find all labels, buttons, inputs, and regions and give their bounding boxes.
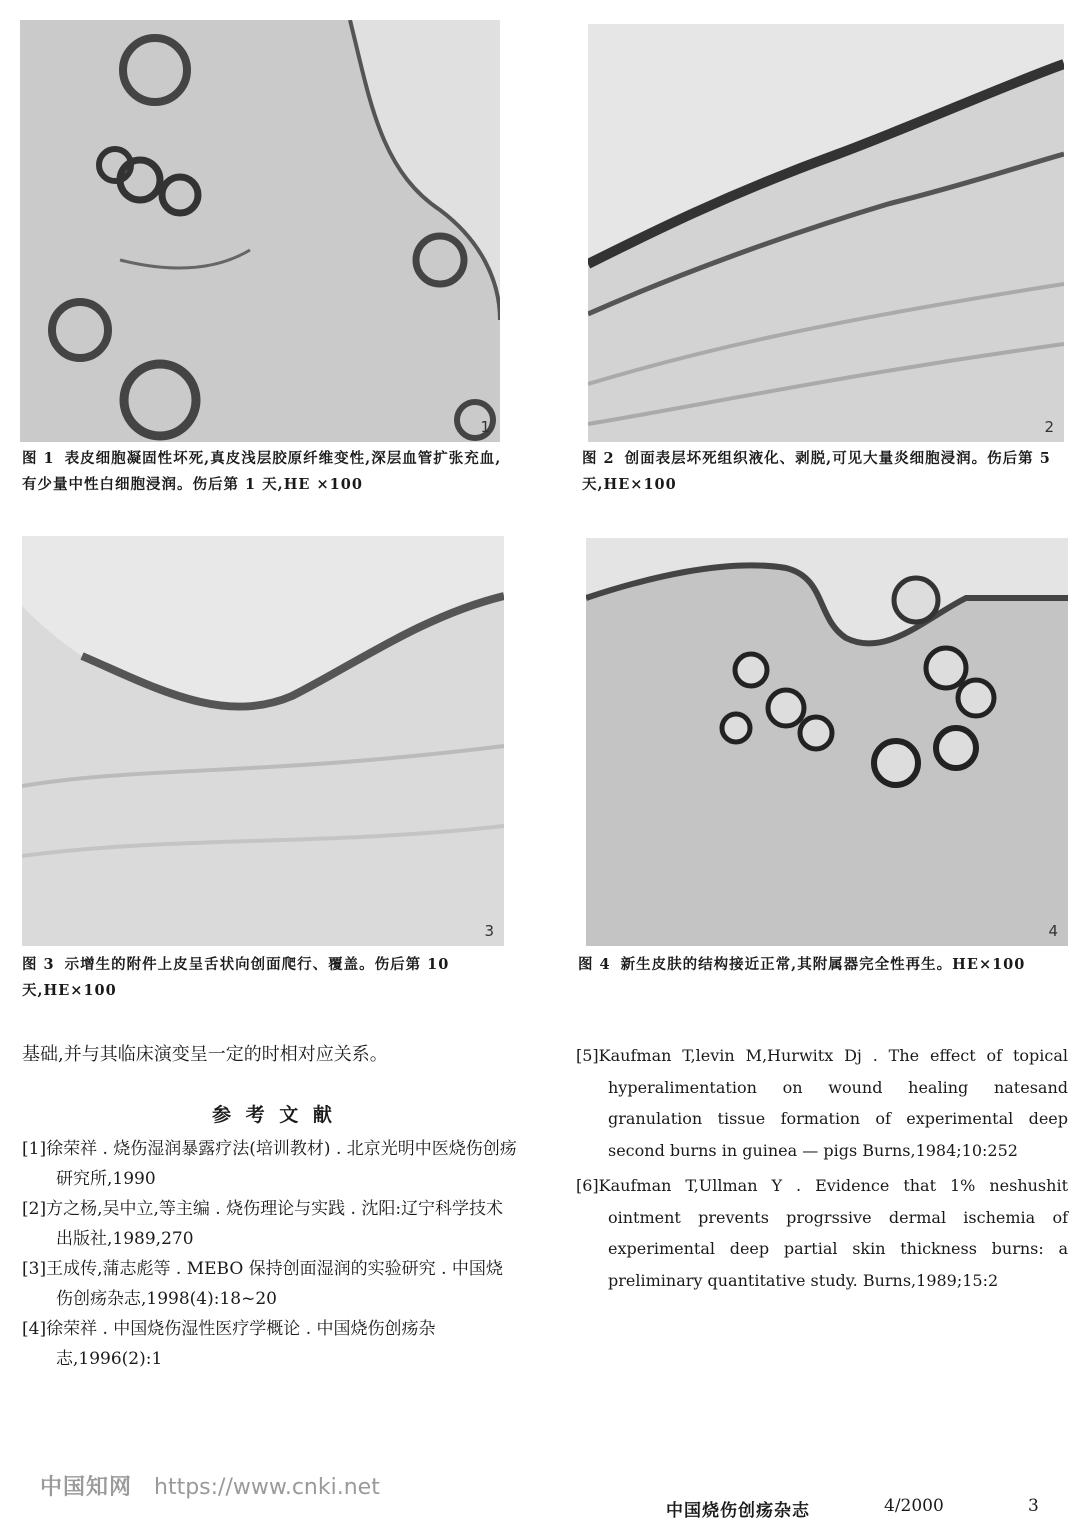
journal-name: 中国烧伤创疡杂志 bbox=[666, 1501, 810, 1521]
reference-item bbox=[22, 1314, 518, 1374]
histology-micrograph bbox=[586, 538, 1068, 946]
figure-number: 1 bbox=[480, 418, 490, 436]
reference-text: 方之杨,吴中立,等主编 . 烧伤理论与实践 . 沈阳:辽宁科学技术出版社,1989,270 bbox=[46, 1199, 504, 1249]
reference-number: [4] bbox=[22, 1319, 47, 1339]
caption-text: 创面表层坏死组织液化、剥脱,可见大量炎细胞浸润。伤后第 5 天,HE×100 bbox=[582, 450, 1051, 493]
cnki-logo: 中国知网 bbox=[40, 1475, 133, 1500]
reference-item bbox=[576, 1170, 1068, 1296]
figure-label: 图 4 bbox=[578, 956, 611, 973]
figure-1-image bbox=[20, 20, 500, 442]
figure-3-caption bbox=[22, 952, 516, 1004]
figure-1-caption bbox=[22, 446, 514, 498]
histology-micrograph bbox=[588, 24, 1064, 442]
figure-3-image bbox=[22, 536, 504, 946]
references-heading: 参 考 文 献 bbox=[212, 1104, 336, 1126]
watermark-url: https://www.cnki.net bbox=[154, 1475, 380, 1500]
caption-text: 表皮细胞凝固性坏死,真皮浅层胶原纤维变性,深层血管扩张充血,有少量中性白细胞浸润。伤后第 1 天,HE ×100 bbox=[22, 450, 502, 493]
reference-item bbox=[576, 1040, 1068, 1166]
reference-number: [1] bbox=[22, 1139, 47, 1159]
figure-label: 图 1 bbox=[22, 450, 55, 467]
reference-number: [5] bbox=[576, 1046, 599, 1065]
reference-text: Kaufman T,levin M,Hurwitx Dj . The effect of topical hyperalimentation on wound healing natesand granulation tissue formation of experimental deep second burns in guinea — pigs Burns,1984;10:252 bbox=[598, 1046, 1068, 1160]
reference-text: 徐荣祥 . 中国烧伤湿性医疗学概论 . 中国烧伤创疡杂志,1996(2):1 bbox=[46, 1319, 436, 1369]
histology-micrograph bbox=[20, 20, 500, 442]
reference-number: [6] bbox=[576, 1176, 599, 1195]
reference-number: [3] bbox=[22, 1259, 47, 1279]
reference-item bbox=[22, 1134, 518, 1194]
figure-label: 图 2 bbox=[582, 450, 615, 467]
reference-item bbox=[22, 1194, 518, 1254]
caption-text: 示增生的附件上皮呈舌状向创面爬行、覆盖。伤后第 10 天,HE×100 bbox=[22, 956, 450, 999]
histology-micrograph bbox=[22, 536, 504, 946]
figure-2-caption bbox=[582, 446, 1068, 498]
issue-number: 4/2000 bbox=[884, 1496, 944, 1516]
reference-text: Kaufman T,Ullman Y . Evidence that 1% neshushit ointment prevents progrssive dermal ischemia of experimental deep partial skin thickness burns: a preliminary quantitative study. Burns,1989;15:2 bbox=[598, 1176, 1068, 1290]
figure-number: 4 bbox=[1048, 922, 1058, 940]
reference-text: 王成传,蒲志彪等 . MEBO 保持创面湿润的实验研究 . 中国烧伤创疡杂志,1998(4):18~20 bbox=[46, 1259, 503, 1309]
figure-4-caption bbox=[578, 952, 1066, 978]
references-list-left bbox=[22, 1134, 518, 1374]
caption-text: 新生皮肤的结构接近正常,其附属器完全性再生。HE×100 bbox=[620, 956, 1026, 973]
reference-number: [2] bbox=[22, 1199, 47, 1219]
cnki-watermark bbox=[40, 1470, 380, 1501]
body-paragraph: 基础,并与其临床演变呈一定的时相对应关系。 bbox=[22, 1044, 388, 1065]
reference-text: 徐荣祥 . 烧伤湿润暴露疗法(培训教材) . 北京光明中医烧伤创疡研究所,1990 bbox=[46, 1139, 517, 1189]
figure-4-image bbox=[586, 538, 1068, 946]
figure-label: 图 3 bbox=[22, 956, 55, 973]
reference-item bbox=[22, 1254, 518, 1314]
page-number: 3 bbox=[1028, 1496, 1039, 1516]
references-list-right bbox=[576, 1040, 1068, 1296]
figure-number: 3 bbox=[484, 922, 494, 940]
figure-2-image bbox=[588, 24, 1064, 442]
figure-number: 2 bbox=[1044, 418, 1054, 436]
